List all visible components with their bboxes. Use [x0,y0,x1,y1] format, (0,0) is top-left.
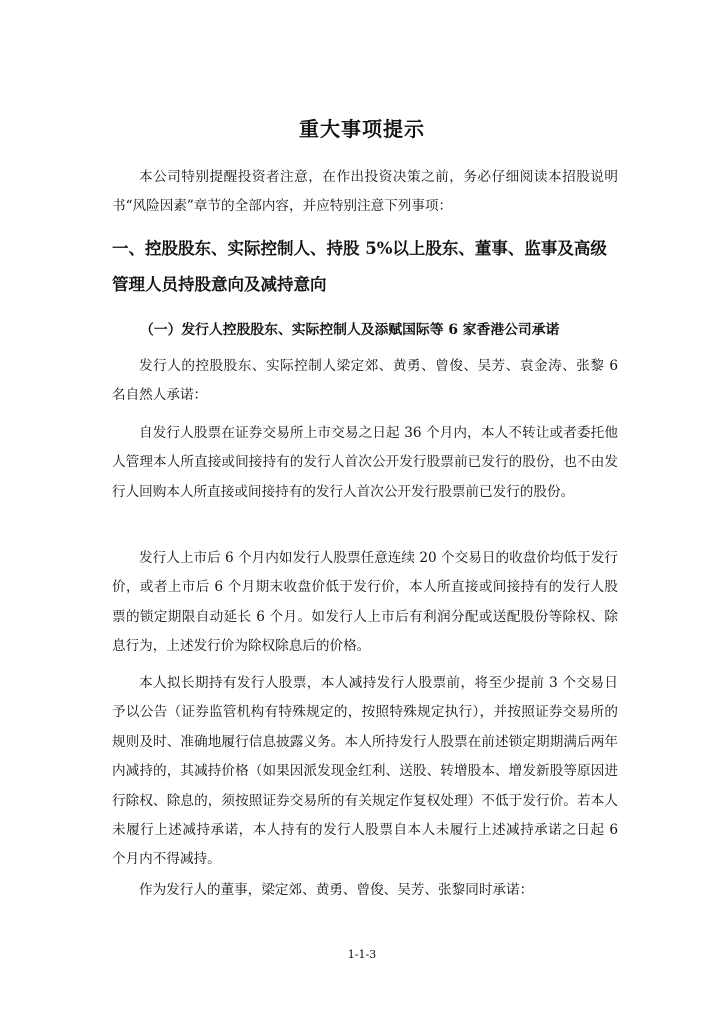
subsection-heading: （一）发行人控股股东、实际控制人及添赋国际等 6 家香港公司承诺 [140,322,560,338]
section-heading-line1: 一、控股股东、实际控制人、持股 5%以上股东、董事、监事及高级 [112,239,607,258]
paragraph-lockup-extension: 发行人上市后 6 个月内如发行人股票任意连续 20 个交易日的收盘价均低于发行价，或者上市后 6 个月期末收盘价低于发行价，本人所直接或间接持有的发行人股票的锁定期限自动延长 6 个月。如发行人上市后有利润分配或送配股份等除权、除息行为，上述发行价为除权除息后的价格。 [112,550,618,655]
paragraph-director-commitment: 作为发行人的董事，梁定郊、黄勇、曾俊、吴芳、张黎同时承诺： [139,882,534,898]
paragraph-lockup-36-months: 自发行人股票在证券交易所上市交易之日起 36 个月内，本人不转让或者委托他人管理本人所直接或间接持有的发行人首次公开发行股票前已发行的股份，也不由发行人回购本人所直接或间接持有的发行人首次公开发行股票前已发行的股份。 [112,425,618,500]
page-title: 重大事项提示 [299,117,425,141]
paragraph-controllers: 发行人的控股股东、实际控制人梁定郊、黄勇、曾俊、吴芳、袁金涛、张黎 6 名自然人承诺： [112,358,618,404]
section-heading [112,232,620,301]
paragraph-reduction-commitment: 本人拟长期持有发行人股票，本人减持发行人股票前，将至少提前 3 个交易日予以公告（证券监管机构有特殊规定的，按照特殊规定执行），并按照证券交易所的规则及时、准确地履行信息披露义务。本人所持发行人股票在前述锁定期期满后两年内减持的，其减持价格（如果因派发现金红利、送股、转增股本、增发新股等原因进行除权、除息的，须按照证券交易所的有关规定作复权处理）不低于发行价。若本人未履行上述减持承诺，本人持有的发行人股票自本人未履行上述减持承诺之日起 6 个月内不得减持。 [112,675,618,868]
page-number: 1-1-3 [347,948,377,961]
section-heading-line2: 管理人员持股意向及减持意向 [112,275,327,294]
intro-paragraph: 本公司特别提醒投资者注意，在作出投资决策之前，务必仔细阅读本招股说明书“风险因素”章节的全部内容，并应特别注意下列事项： [112,169,618,215]
